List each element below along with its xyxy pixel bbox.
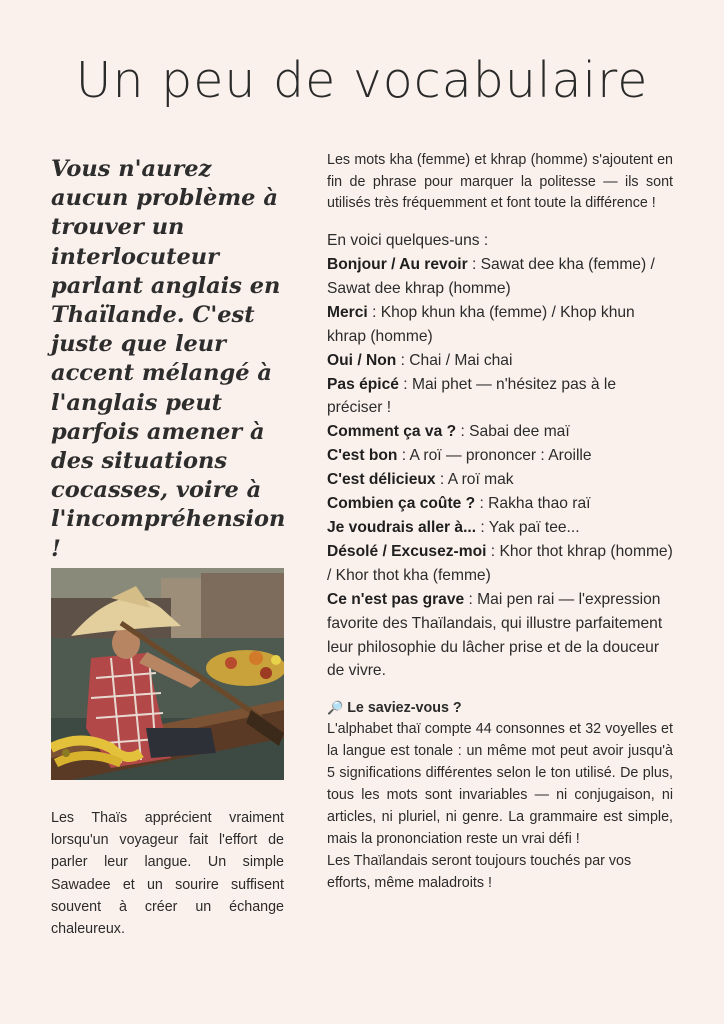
vocab-item [327, 349, 673, 373]
vocab-item [327, 468, 673, 492]
vocab-translation: : A roï — prononcer : Aroille [397, 447, 592, 465]
fact-paragraph: L'alphabet thaï compte 44 consonnes et 32 voyelles et la langue est tonale : un même mot peut avoir jusqu'à 5 significations différentes selon le ton utilisé. De plus, tous les mots sont invariables — ni conjugaison, ni articles, ni pluriel, ni genre. La grammaire est simple, mais la prononciation reste un vrai défi ! [327, 721, 673, 847]
right-column [327, 150, 673, 895]
vocab-item [327, 540, 673, 588]
vocab-item [327, 373, 673, 421]
vocab-translation: : Sawat dee kha (femme) / Sawat dee khrap (homme) [327, 256, 655, 297]
vocab-translation: : Khor thot khrap (homme) / Khor thot kha (femme) [327, 542, 673, 584]
vocab-item [327, 444, 673, 468]
vocab-term: Merci [327, 303, 368, 321]
vocab-term: Combien ça coûte ? [327, 495, 476, 513]
vocab-translation: : Yak paï tee... [476, 518, 580, 536]
lead-quote: Vous n'aurez aucun problème à trouver un interlocuteur parlant anglais en Thaïlande. C'est juste que leur accent mélangé à l'anglais peut parfois amener à des situations cocasses, voire à l'incompréhension ! [51, 156, 286, 562]
vocab-translation: : Mai pen rai — l'expression favorite des Thaïlandais, qui illustre parfaitement leur philosophie du lâcher prise et de la douceur de vivre. [327, 590, 663, 680]
fact-heading [327, 697, 673, 719]
vocab-term: Comment ça va ? [327, 423, 457, 441]
vocab-translation: : A roï mak [435, 471, 514, 489]
vocab-term: Pas épicé [327, 375, 399, 393]
closing-paragraph: Les Thaïlandais seront toujours touchés par vos efforts, même maladroits ! [327, 852, 632, 891]
vocab-item [327, 588, 673, 684]
intro-paragraph: Les mots kha (femme) et khrap (homme) s'ajoutent en fin de phrase pour marquer la politesse — ils sont utilisés très fréquemment et font toute la différence ! [327, 152, 673, 212]
vocab-item [327, 301, 673, 349]
vocab-heading: En voici quelques-uns : [327, 232, 489, 250]
vocab-term: C'est délicieux [327, 471, 436, 489]
vocab-term: Oui / Non [327, 351, 397, 369]
vocab-item [327, 420, 673, 444]
vocab-translation: : Mai phet — n'hésitez pas à le préciser ! [327, 375, 617, 417]
vocab-term: Bonjour / Au revoir [327, 256, 468, 274]
page-title: Un peu de vocabulaire [75, 52, 649, 109]
vocab-term: Je voudrais aller à... [327, 518, 477, 536]
vocab-translation: : Rakha thao raï [475, 495, 591, 513]
vocab-item [327, 516, 673, 540]
market-boat-photo [51, 568, 284, 780]
vocab-translation: : Khop khun kha (femme) / Khop khun khrap (homme) [327, 303, 635, 345]
vocab-term: C'est bon [327, 447, 398, 465]
vocab-translation: : Chai / Mai chai [396, 351, 513, 369]
vocab-term: Désolé / Excusez-moi [327, 542, 487, 560]
vocab-item [327, 253, 673, 301]
vocab-list [327, 253, 673, 683]
side-paragraph: Les Thaïs apprécient vraiment lorsqu'un voyageur fait l'effort de parler leur langue. Un simple Sawadee et un sourire suffisent souvent à créer un échange chaleureux. [51, 810, 284, 938]
magnifier-icon: 🔎 [327, 700, 344, 716]
fact-title-text: Le saviez-vous ? [347, 700, 462, 717]
vocab-item [327, 492, 673, 516]
vocab-translation: : Sabai dee maï [456, 423, 570, 441]
vocab-term: Ce n'est pas grave [327, 590, 465, 608]
